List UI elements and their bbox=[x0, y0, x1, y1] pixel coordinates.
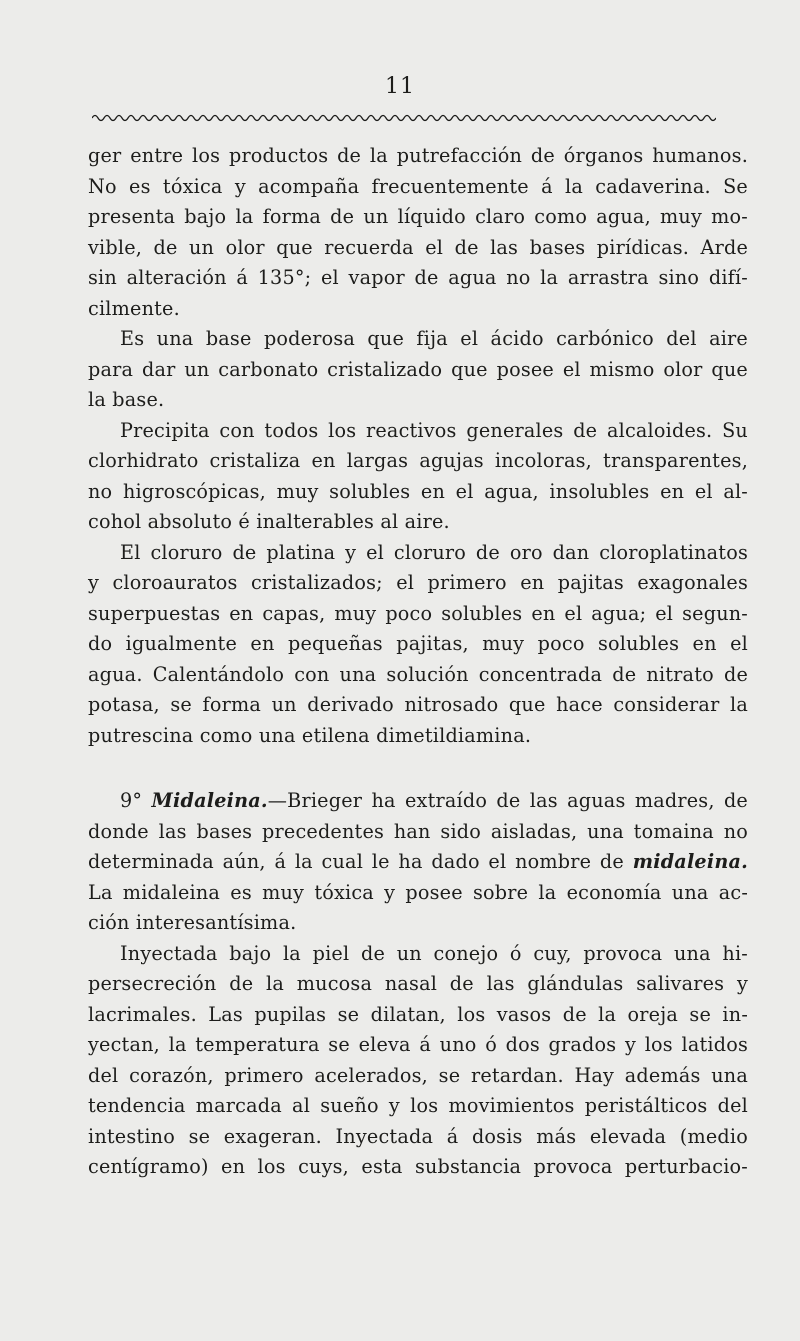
section-gap bbox=[88, 751, 748, 786]
text-line-mixed bbox=[88, 847, 748, 878]
text-line: centígramo) en los cuys, esta substancia provoca perturbacio- bbox=[88, 1155, 748, 1178]
text-line: agua. Calentándolo con una solución concentrada de nitrato de bbox=[88, 662, 748, 686]
section-title: Midaleina. bbox=[151, 789, 268, 812]
text-line: La midaleina es muy tóxica y posee sobre la economía una ac- bbox=[88, 880, 748, 904]
text-line: intestino se exageran. Inyectada á dosis más elevada (medio bbox=[88, 1124, 748, 1148]
text-line: ción interesantísima. bbox=[88, 911, 297, 934]
text-line: lacrimales. Las pupilas se dilatan, los vasos de la oreja se in- bbox=[88, 1002, 748, 1026]
page-number: 11 bbox=[385, 74, 415, 99]
text-line: persecreción de la mucosa nasal de las glándulas salivares y bbox=[88, 972, 748, 995]
section-number: 9° bbox=[120, 789, 143, 812]
text-line: sin alteración á 135°; el vapor de agua no la arrastra sino difí- bbox=[88, 266, 748, 289]
text-fragment: determinada aún, á la cual le ha dado el nombre de bbox=[88, 850, 633, 873]
text-line: la base. bbox=[88, 388, 165, 411]
text-line: do igualmente en pequeñas pajitas, muy poco solubles en el bbox=[88, 632, 748, 655]
text-line: clorhidrato cristaliza en largas agujas incoloras, transparentes, bbox=[88, 449, 748, 472]
text-line: El cloruro de platina y el cloruro de oro dan cloroplatinatos bbox=[120, 540, 748, 564]
text-line: potasa, se forma un derivado nitrosado que hace considerar la bbox=[88, 693, 748, 716]
italic-term: midaleina. bbox=[632, 850, 748, 873]
text-line: presenta bajo la forma de un líquido claro como agua, muy mo- bbox=[88, 205, 748, 228]
text-line: Es una base poderosa que fija el ácido carbónico del aire bbox=[120, 327, 748, 350]
section-heading-text: —Brieger ha extraído de las aguas madres, de bbox=[267, 789, 748, 812]
text-line: putrescina como una etilena dimetildiamina. bbox=[88, 723, 532, 747]
text-line: vible, de un olor que recuerda el de las bases pirídicas. Arde bbox=[88, 235, 748, 259]
wavy-rule-ornament bbox=[92, 112, 716, 124]
text-line: Precipita con todos los reactivos generales de alcaloides. Su bbox=[120, 418, 748, 442]
body-text bbox=[88, 141, 748, 1183]
text-line: tendencia marcada al sueño y los movimientos peristálticos del bbox=[88, 1094, 748, 1117]
text-line: para dar un carbonato cristalizado que posee el mismo olor que bbox=[88, 357, 748, 381]
text-line: y cloroauratos cristalizados; el primero en pajitas exagonales bbox=[88, 571, 748, 594]
text-line: No es tóxica y acompaña frecuentemente á la cadaverina. Se bbox=[88, 174, 748, 198]
text-line: cohol absoluto é inalterables al aire. bbox=[88, 510, 450, 533]
section-heading-line bbox=[88, 786, 748, 817]
text-line: Inyectada bajo la piel de un conejo ó cuy, provoca una hi- bbox=[120, 941, 748, 965]
text-line: superpuestas en capas, muy poco solubles en el agua; el segun- bbox=[88, 601, 748, 625]
text-line: no higroscópicas, muy solubles en el agua, insolubles en el al- bbox=[88, 479, 748, 503]
text-line: ger entre los productos de la putrefacción de órganos humanos. bbox=[88, 144, 748, 167]
text-line: donde las bases precedentes han sido aisladas, una tomaina no bbox=[88, 819, 748, 843]
text-line: yectan, la temperatura se eleva á uno ó dos grados y los latidos bbox=[88, 1033, 748, 1056]
text-line: del corazón, primero acelerados, se retardan. Hay además una bbox=[88, 1063, 748, 1087]
text-line: cilmente. bbox=[88, 296, 180, 320]
